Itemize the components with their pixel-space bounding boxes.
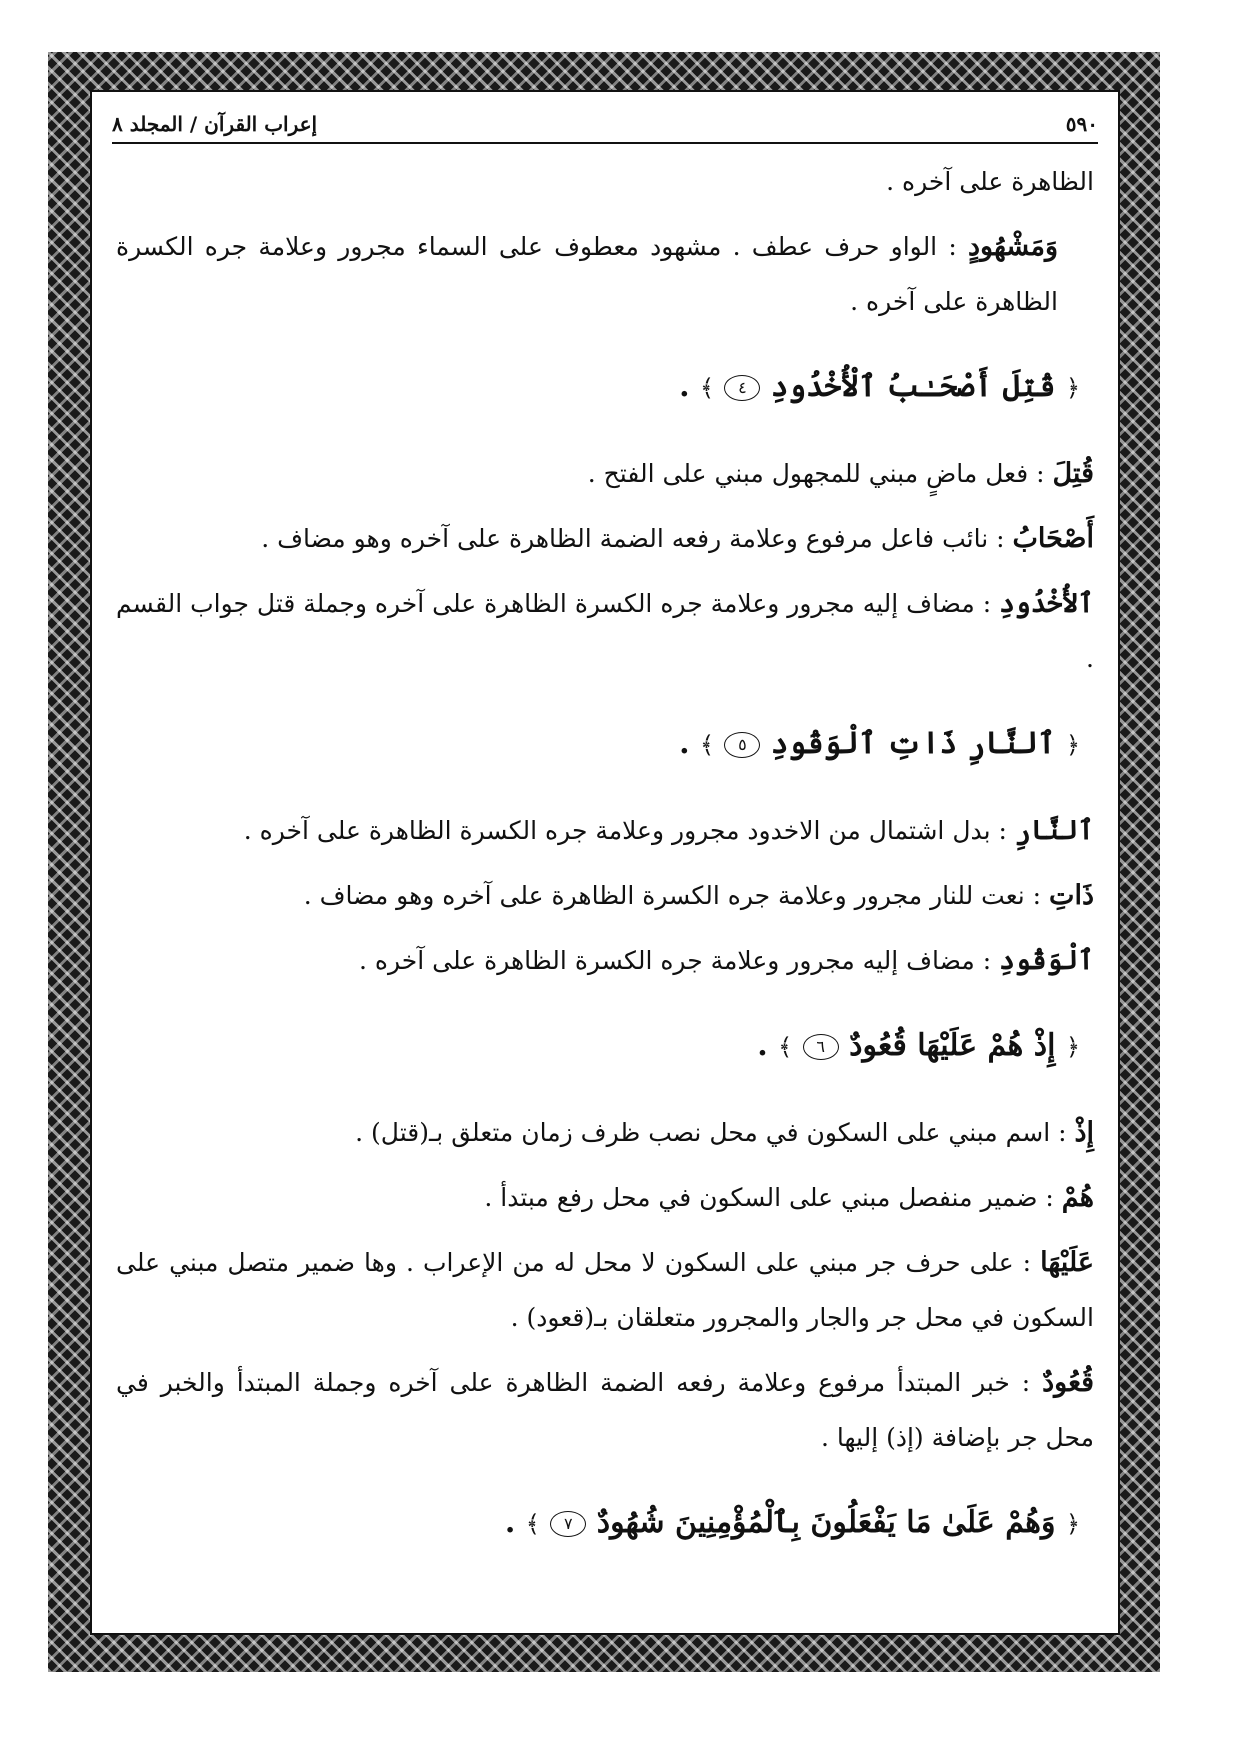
quran-verse: ﴿ وَهُمْ عَلَىٰ مَا يَفْعَلُونَ بِٱلْمُؤْمِنِينَ شُهُودٌ ٧ ﴾ . (504, 1505, 1080, 1540)
verse-text: وَهُمْ عَلَىٰ مَا يَفْعَلُونَ بِٱلْمُؤْمِنِينَ شُهُودٌ (596, 1505, 1056, 1540)
paragraph: الظاهرة على آخره . (886, 167, 1094, 196)
paragraph: قُعُودٌ : خبر المبتدأ مرفوع وعلامة رفعه الضمة الظاهرة على آخره وجملة المبتدأ والخبر في محل جر بإضافة (إذ) إليها . (116, 1367, 1094, 1452)
paragraph: عَلَيْهَا : على حرف جر مبني على السكون لا محل له من الإعراب . وها ضمير متصل مبني على السكون في محل جر والجار والمجرور متعلقان بـ(قعود) . (116, 1247, 1094, 1332)
ayah-number-marker: ٦ (803, 1034, 839, 1060)
verse-text: إِذْ هُمْ عَلَيْهَا قُعُودٌ (849, 1028, 1056, 1063)
parsed-word: هُمْ (1061, 1182, 1094, 1213)
paragraph: وَمَشْهُودٍ : الواو حرف عطف . مشهود معطوف على السماء مجرور وعلامة جره الكسرة الظاهرة على آخره . (116, 231, 1058, 316)
paragraph: إِذْ : اسم مبني على السكون في محل نصب ظرف زمان متعلق بـ(قتل) . (355, 1117, 1094, 1148)
verse-bracket-open: ﴿ (1065, 1033, 1080, 1061)
verse-bracket-close: ﴾ (699, 731, 715, 759)
page-content (116, 154, 1094, 1582)
book-title: إعراب القرآن / المجلد ٨ (112, 112, 318, 136)
verse-bracket-open: ﴿ (1065, 731, 1080, 759)
verse-bracket-close: ﴾ (778, 1033, 793, 1061)
paragraph: قُتِلَ : فعل ماضٍ مبني للمجهول مبني على الفتح . (587, 458, 1094, 489)
parsed-word: وَمَشْهُودٍ (967, 231, 1058, 262)
verse-text: قُتِلَ أَصْحَـٰبُ ٱلْأُخْدُودِ (770, 369, 1056, 404)
verse-bracket-open: ﴿ (1065, 1510, 1080, 1538)
quran-verse: ﴿ إِذْ هُمْ عَلَيْهَا قُعُودٌ ٦ ﴾ . (757, 1028, 1080, 1063)
paragraph: ٱلنَّارِ : بدل اشتمال من الاخدود مجرور وعلامة جره الكسرة الظاهرة على آخره . (243, 815, 1094, 846)
parsed-word: ذَاتِ (1049, 880, 1094, 911)
parsed-word: قُعُودٌ (1042, 1367, 1094, 1398)
paragraph: ٱلْوَقُودِ : مضاف إليه مجرور وعلامة جره الكسرة الظاهرة على آخره . (359, 945, 1094, 976)
parsed-word: ٱلأُخْدُودِ (999, 588, 1094, 619)
quran-verse: ﴿ ٱلنَّارِ ذَاتِ ٱلْوَقُودِ ٥ ﴾ . (679, 726, 1080, 761)
paragraph: ذَاتِ : نعت للنار مجرور وعلامة جره الكسرة الظاهرة على آخره وهو مضاف . (303, 880, 1094, 911)
quran-verse: ﴿ قُتِلَ أَصْحَـٰبُ ٱلْأُخْدُودِ ٤ ﴾ . (679, 369, 1080, 404)
paragraph: أَصْحَابُ : نائب فاعل مرفوع وعلامة رفعه الضمة الظاهرة على آخره وهو مضاف . (261, 523, 1094, 554)
running-header (112, 106, 1098, 144)
parsed-word: ٱلْوَقُودِ (999, 945, 1094, 976)
verse-bracket-open: ﴿ (1065, 374, 1080, 402)
parsed-word: قُتِلَ (1052, 458, 1094, 489)
ayah-number-marker: ٤ (724, 375, 760, 401)
paragraph: هُمْ : ضمير منفصل مبني على السكون في محل رفع مبتدأ . (484, 1182, 1094, 1213)
paragraph: ٱلأُخْدُودِ : مضاف إليه مجرور وعلامة جره الكسرة الظاهرة على آخره وجملة قتل جواب القسم . (116, 588, 1094, 673)
verse-bracket-close: ﴾ (525, 1510, 540, 1538)
page-body (90, 90, 1120, 1635)
page-number: ٥٩٠ (1065, 112, 1098, 136)
verse-bracket-close: ﴾ (699, 374, 715, 402)
ayah-number-marker: ٥ (724, 732, 760, 758)
parsed-word: أَصْحَابُ (1012, 523, 1094, 554)
parsed-word: ٱلنَّارِ (1014, 815, 1094, 846)
parsed-word: إِذْ (1074, 1117, 1094, 1148)
parsed-word: عَلَيْهَا (1040, 1247, 1094, 1278)
verse-text: ٱلنَّارِ ذَاتِ ٱلْوَقُودِ (770, 726, 1056, 761)
ayah-number-marker: ٧ (550, 1511, 586, 1537)
